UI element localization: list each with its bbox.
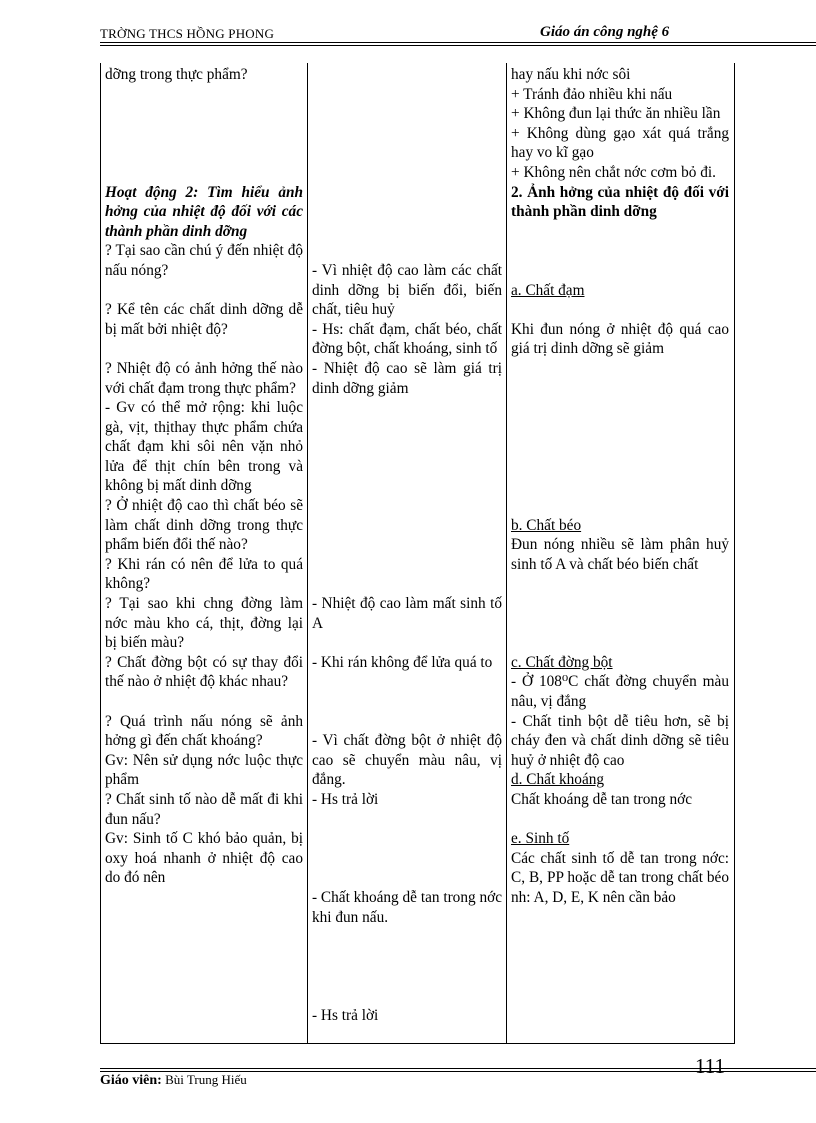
content-line: - Ở 108⁰C chất đờng chuyển màu nâu, vị đắng xyxy=(511,673,729,710)
content-column xyxy=(511,65,729,908)
answer: - Hs trả lời xyxy=(312,1006,379,1024)
question: ? Chất đờng bột có sự thay đổi thế nào ở nhiệt độ khác nhau? xyxy=(105,653,303,691)
teacher-activity-column xyxy=(105,65,303,888)
question: ? Tại sao cần chú ý đến nhiệt độ nấu nóng? xyxy=(105,242,303,279)
teacher-note: - Gv có thể mở rộng: khi luộc gà, vịt, thịthay thực phẩm chứa chất đạm khi sôi nên vặn nhỏ lửa để thịt chín bên trong và không bị mất dinh dỡng xyxy=(105,399,303,495)
answer: - Hs trả lời xyxy=(312,790,379,808)
question: ? Nhiệt độ có ảnh hởng thế nào với chất đạm trong thực phẩm? xyxy=(105,359,303,397)
answer: - Chất khoáng dễ tan trong nớc khi đun nấu. xyxy=(312,888,502,926)
content-line: + Không nên chắt nớc cơm bỏ đi. xyxy=(511,163,716,181)
school-name: TRỜNG THCS HỒNG PHONG xyxy=(100,26,275,41)
subsection-heading: c. Chất đờng bột xyxy=(511,653,613,671)
teacher-name: Bùi Trung Hiếu xyxy=(165,1072,247,1087)
column-divider xyxy=(307,63,308,1043)
content-line: - Chất tinh bột dễ tiêu hơn, sẽ bị cháy đen và chất dinh dỡng sẽ tiêu huỷ ở nhiệt độ cao xyxy=(511,712,729,769)
answer: - Vì nhiệt độ cao làm các chất dinh dỡng bị biến đổi, biến chất, tiêu huỷ xyxy=(312,261,502,319)
question: ? Tại sao khi chng đờng làm nớc màu kho cá, thịt, đờng lại bị biến màu? xyxy=(105,595,303,652)
section-heading: 2. Ảnh hởng của nhiệt độ đối với thành phần dinh dỡng xyxy=(511,183,729,221)
content-line: + Không đun lại thức ăn nhiều lần xyxy=(511,105,721,123)
question: ? Quá trình nấu nóng sẽ ảnh hởng gì đến chất khoáng? xyxy=(105,712,303,750)
lesson-table xyxy=(100,63,735,1044)
subsection-heading: e. Sinh tố xyxy=(511,830,570,848)
page-number: 111 xyxy=(695,1054,725,1078)
header-rule xyxy=(100,42,816,43)
footer-rule xyxy=(100,1068,816,1069)
content-line: + Tránh đảo nhiều khi nấu xyxy=(511,85,673,103)
teacher-credit xyxy=(100,1072,247,1089)
teacher-note: Gv: Nên sử dụng nớc luộc thực phẩm xyxy=(105,751,303,789)
content-line: hay nấu khi nớc sôi xyxy=(511,66,631,83)
text-line: dỡng trong thực phẩm? xyxy=(105,66,248,83)
content-line: Khi đun nóng ở nhiệt độ quá cao giá trị dinh dỡng sẽ giảm xyxy=(511,320,729,358)
subject-title: Giáo án công nghệ 6 xyxy=(540,24,670,40)
column-divider xyxy=(506,63,507,1043)
answer: - Nhiệt độ cao làm mất sinh tố A xyxy=(312,595,502,632)
content-line: + Không dùng gạo xát quá trắng hay vo kĩ gạo xyxy=(511,124,729,162)
question: ? Kể tên các chất dinh dỡng dễ bị mất bởi nhiệt độ? xyxy=(105,301,303,338)
page-footer xyxy=(100,1054,816,1100)
page-header xyxy=(100,24,816,44)
content-line: Đun nóng nhiều sẽ làm phân huỷ sinh tố A và chất béo biến chất xyxy=(511,536,729,573)
answer: - Nhiệt độ cao sẽ làm giá trị dinh dỡng giảm xyxy=(312,359,502,397)
answer: - Vì chất đờng bột ở nhiệt độ cao sẽ chuyển màu nâu, vị đắng. xyxy=(312,732,502,789)
answer: - Khi rán không để lửa quá to xyxy=(312,653,493,671)
student-activity-column xyxy=(312,65,502,1025)
activity-heading: Hoạt động 2: Tìm hiểu ảnh hởng của nhiệt độ đối với các thành phần dinh dỡng xyxy=(105,183,303,240)
question: ? Khi rán có nên để lửa to quá không? xyxy=(105,555,303,593)
subsection-heading: a. Chất đạm xyxy=(511,281,585,299)
content-line: Chất khoáng dễ tan trong nớc xyxy=(511,790,692,808)
question: ? Chất sinh tố nào dễ mất đi khi đun nấu? xyxy=(105,790,303,828)
subsection-heading: b. Chất béo xyxy=(511,516,582,534)
question: ? Ở nhiệt độ cao thì chất béo sẽ làm chất dinh dỡng trong thực phẩm biến đổi thế nào? xyxy=(105,497,303,554)
answer: - Hs: chất đạm, chất béo, chất đờng bột, chất khoáng, sinh tố xyxy=(312,320,502,358)
teacher-label: Giáo viên: xyxy=(100,1073,162,1088)
subsection-heading: d. Chất khoáng xyxy=(511,771,605,789)
header-rule-secondary xyxy=(100,45,816,46)
content-line: Các chất sinh tố dễ tan trong nớc: C, B, PP hoặc dễ tan trong chất béo nh: A, D, E, K nên cần bảo xyxy=(511,849,729,906)
teacher-note: Gv: Sinh tố C khó bảo quản, bị oxy hoá nhanh ở nhiệt độ cao do đó nên xyxy=(105,830,303,887)
